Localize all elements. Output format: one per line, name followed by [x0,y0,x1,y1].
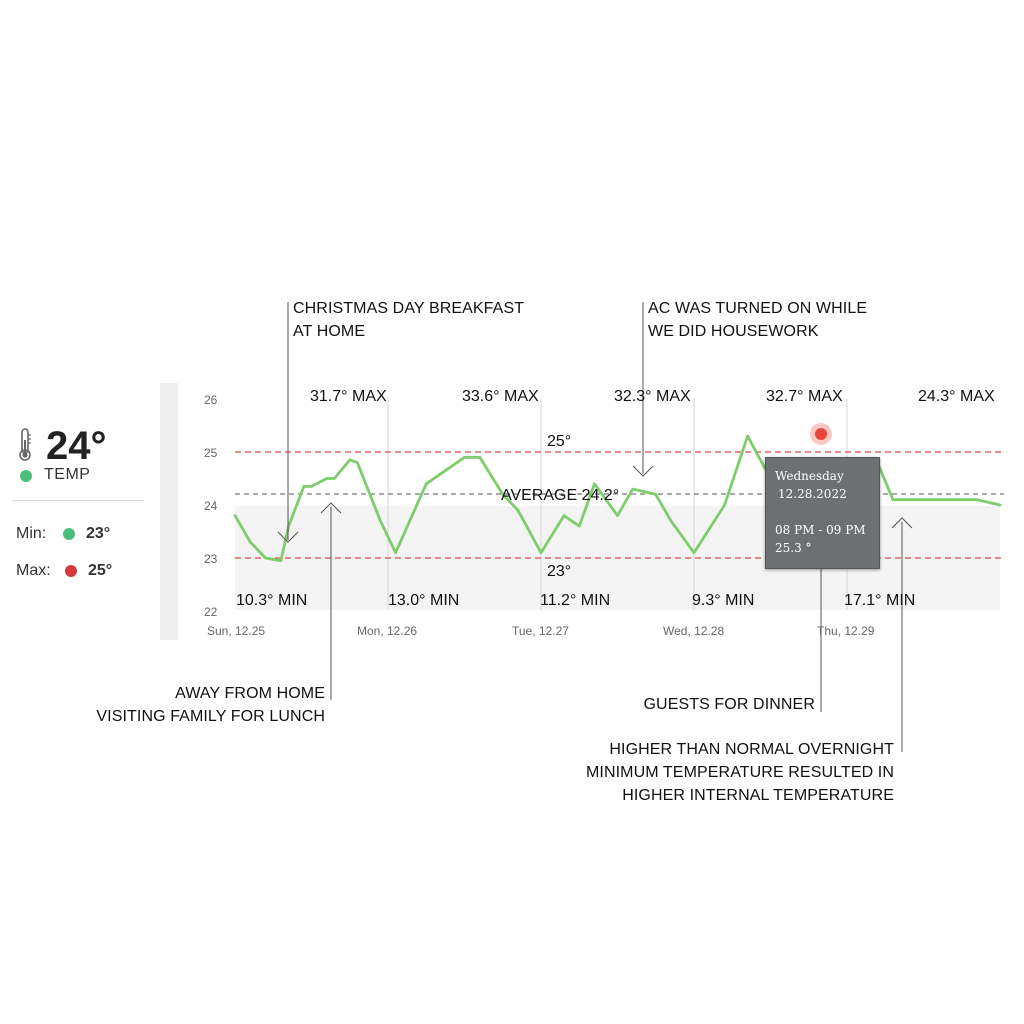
tooltip-day: Wednesday [775,469,844,483]
guests-note [600,693,815,716]
lower-threshold-label: 23° [547,563,572,580]
y-tick-label: 26 [204,393,218,407]
day-max-label: 33.6° MAX [462,388,539,405]
y-tick-label: 24 [204,499,218,513]
tooltip-time: 08 PM - 09 PM [775,523,866,537]
day-max-label: 32.3° MAX [614,388,691,405]
overnight-note-line: HIGHER THAN NORMAL OVERNIGHT [609,741,894,758]
away-note-line: AWAY FROM HOME [175,685,325,702]
x-tick-label: Sun, 12.25 [207,624,266,638]
day-min-label: 13.0° MIN [388,592,460,609]
day-max-label: 32.7° MAX [766,388,843,405]
tooltip-date: 12.28.2022 [778,487,847,501]
data-tooltip [765,457,880,569]
day-min-label: 17.1° MIN [844,592,916,609]
temp-label: TEMP [44,466,91,483]
y-tick-label: 25 [204,446,218,460]
x-tick-label: Thu, 12.29 [817,624,875,638]
average-label: AVERAGE 24.2° [501,487,620,504]
day-min-label: 10.3° MIN [236,592,308,609]
max-label: Max: [16,562,51,579]
ac-note-line: AC WAS TURNED ON WHILE [648,300,868,317]
ac-note [648,297,867,343]
day-min-label: 9.3° MIN [692,592,755,609]
min-label: Min: [16,525,47,542]
y-tick-label: 22 [204,605,218,619]
x-tick-label: Wed, 12.28 [663,624,725,638]
upper-threshold-label: 25° [547,433,572,450]
away-note-line: VISITING FAMILY FOR LUNCH [96,708,325,725]
away-note [60,682,325,728]
ac-note-line: WE DID HOUSEWORK [648,323,819,340]
highlight-point [815,428,827,440]
day-max-label: 24.3° MAX [918,388,995,405]
current-temperature: 24° [46,424,107,468]
day-min-label: 11.2° MIN [540,592,611,609]
overnight-note-line: HIGHER INTERNAL TEMPERATURE [622,787,894,804]
overnight-note-line: MINIMUM TEMPERATURE RESULTED IN [585,764,894,781]
guests-note-line: GUESTS FOR DINNER [643,696,815,713]
christmas-note-line: AT HOME [293,323,366,340]
day-max-label: 31.7° MAX [310,388,387,405]
min-value: 23° [86,525,111,542]
x-tick-label: Tue, 12.27 [512,624,569,638]
y-tick-label: 23 [204,552,218,566]
x-tick-label: Mon, 12.26 [357,624,418,638]
overnight-note [560,738,894,807]
max-value: 25° [88,562,113,579]
christmas-note [293,297,524,343]
tooltip-value: 25.3 ° [775,541,812,555]
christmas-note-line: CHRISTMAS DAY BREAKFAST [293,300,525,317]
